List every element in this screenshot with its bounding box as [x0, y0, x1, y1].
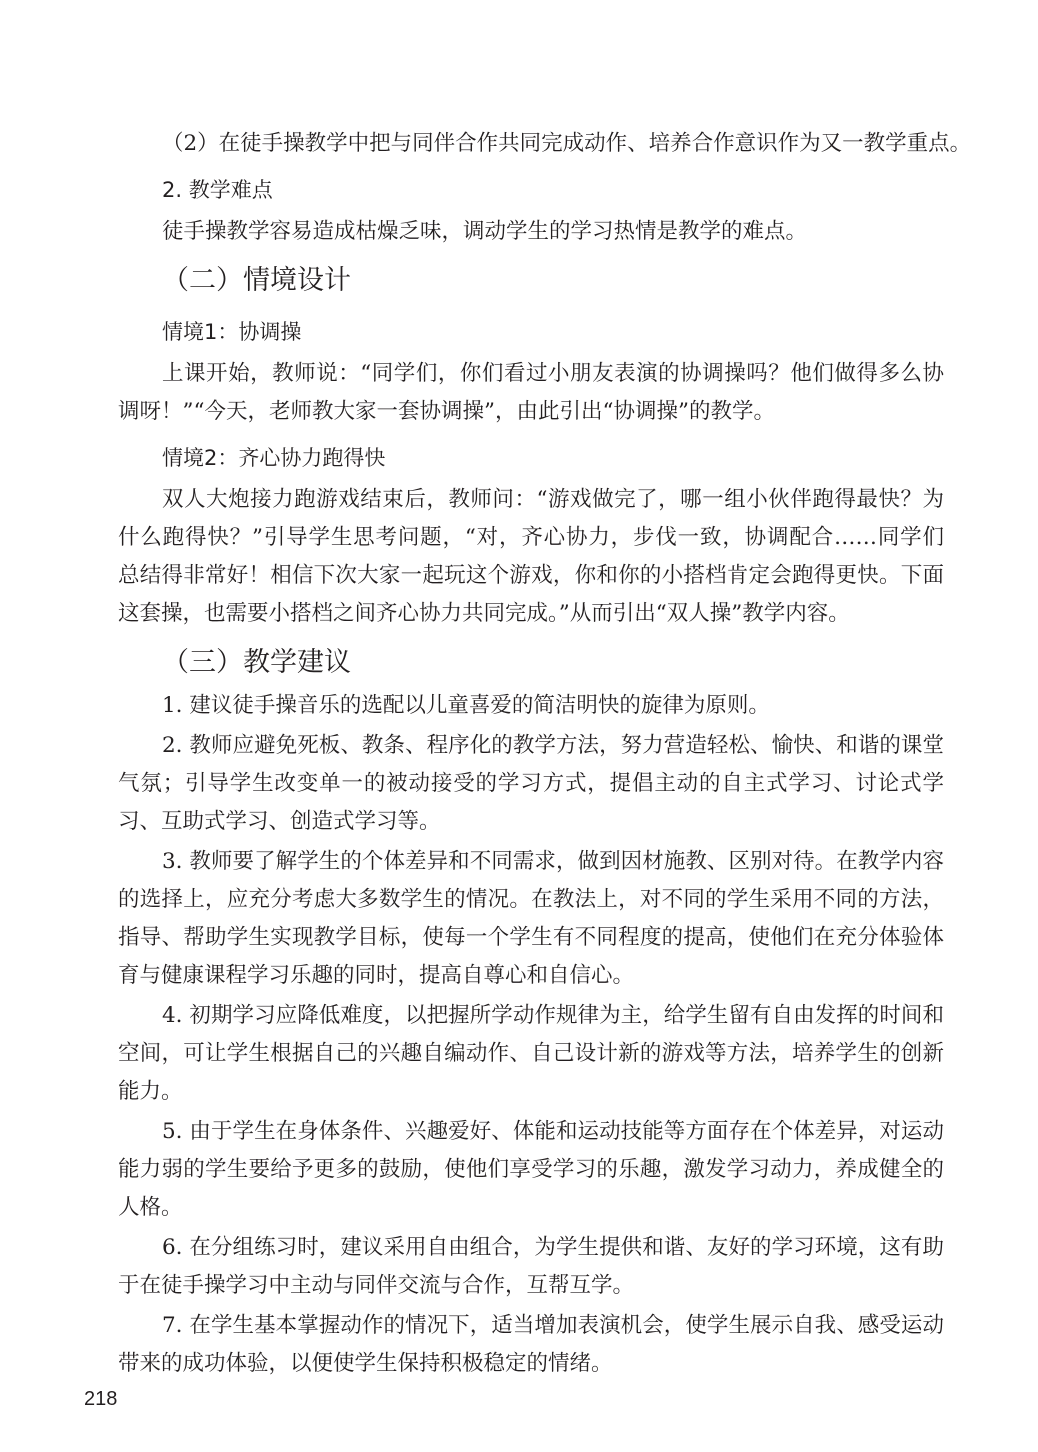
subsection-heading: 情境2：齐心协力跑得快 [162, 446, 386, 470]
text-line: 徒手操教学容易造成枯燥乏味，调动学生的学习热情是教学的难点。 [162, 219, 808, 244]
text-line: 气氛；引导学生改变单一的被动接受的学习方式，提倡主动的自主式学习、讨论式学 [118, 771, 944, 796]
text-line: 习、互助式学习、创造式学习等。 [118, 809, 441, 834]
text-line: 空间，可让学生根据自己的兴趣自编动作、自己设计新的游戏等方法，培养学生的创新 [118, 1041, 944, 1066]
page-number: 218 [84, 1388, 118, 1410]
paragraph [118, 843, 944, 995]
text-line: 的选择上，应充分考虑大多数学生的情况。在教法上，对不同的学生采用不同的方法， [118, 887, 944, 912]
text-line: 4. 初期学习应降低难度，以把握所学动作规律为主，给学生留有自由发挥的时间和 [162, 1003, 944, 1028]
paragraph [118, 997, 944, 1111]
text-line: 调呀！”“今天，老师教大家一套协调操”，由此引出“协调操”的教学。 [118, 399, 775, 424]
text-line: 能力弱的学生要给予更多的鼓励，使他们享受学习的乐趣，激发学习动力，养成健全的 [118, 1157, 944, 1182]
text-line: （2）在徒手操教学中把与同伴合作共同完成动作、培养合作意识作为又一教学重点。 [162, 131, 972, 156]
paragraph [118, 355, 944, 431]
subsection-heading: 情境1：协调操 [162, 320, 302, 344]
paragraph [118, 1113, 944, 1227]
text-line: 6. 在分组练习时，建议采用自由组合，为学生提供和谐、友好的学习环境，这有助 [162, 1235, 944, 1260]
text-line: 于在徒手操学习中主动与同伴交流与合作，互帮互学。 [118, 1273, 635, 1298]
text-line: 这套操，也需要小搭档之间齐心协力共同完成。”从而引出“双人操”教学内容。 [118, 601, 850, 626]
paragraph [118, 1307, 944, 1383]
text-line: 上课开始，教师说：“同学们，你们看过小朋友表演的协调操吗？他们做得多么协 [162, 361, 944, 386]
paragraph [118, 687, 944, 725]
paragraph [118, 727, 944, 841]
text-line: 什么跑得快？”引导学生思考问题，“对，齐心协力，步伐一致，协调配合……同学们 [118, 525, 944, 550]
section-heading: （二）情境设计 [162, 265, 351, 296]
subsection-heading: 2. 教学难点 [162, 178, 273, 202]
text-line: 3. 教师要了解学生的个体差异和不同需求，做到因材施教、区别对待。在教学内容 [162, 849, 944, 874]
paragraph [118, 213, 944, 251]
text-line: 5. 由于学生在身体条件、兴趣爱好、体能和运动技能等方面存在个体差异，对运动 [162, 1119, 944, 1144]
text-line: 2. 教师应避免死板、教条、程序化的教学方法，努力营造轻松、愉快、和谐的课堂 [162, 733, 944, 758]
text-line: 育与健康课程学习乐趣的同时，提高自尊心和自信心。 [118, 963, 635, 988]
section-heading: （三）教学建议 [162, 647, 351, 678]
text-line: 7. 在学生基本掌握动作的情况下，适当增加表演机会，使学生展示自我、感受运动 [162, 1313, 944, 1338]
paragraph [118, 125, 972, 163]
text-line: 双人大炮接力跑游戏结束后，教师问：“游戏做完了，哪一组小伙伴跑得最快？为 [162, 487, 944, 512]
page-body [118, 123, 972, 1383]
text-line: 带来的成功体验，以便使学生保持积极稳定的情绪。 [118, 1351, 613, 1376]
text-line: 能力。 [118, 1079, 183, 1104]
paragraph [118, 481, 944, 633]
text-line: 人格。 [118, 1195, 183, 1220]
text-line: 1. 建议徒手操音乐的选配以儿童喜爱的简洁明快的旋律为原则。 [162, 693, 770, 718]
text-line: 总结得非常好！相信下次大家一起玩这个游戏，你和你的小搭档肯定会跑得更快。下面 [118, 563, 944, 588]
text-line: 指导、帮助学生实现教学目标，使每一个学生有不同程度的提高，使他们在充分体验体 [118, 925, 944, 950]
paragraph [118, 1229, 944, 1305]
